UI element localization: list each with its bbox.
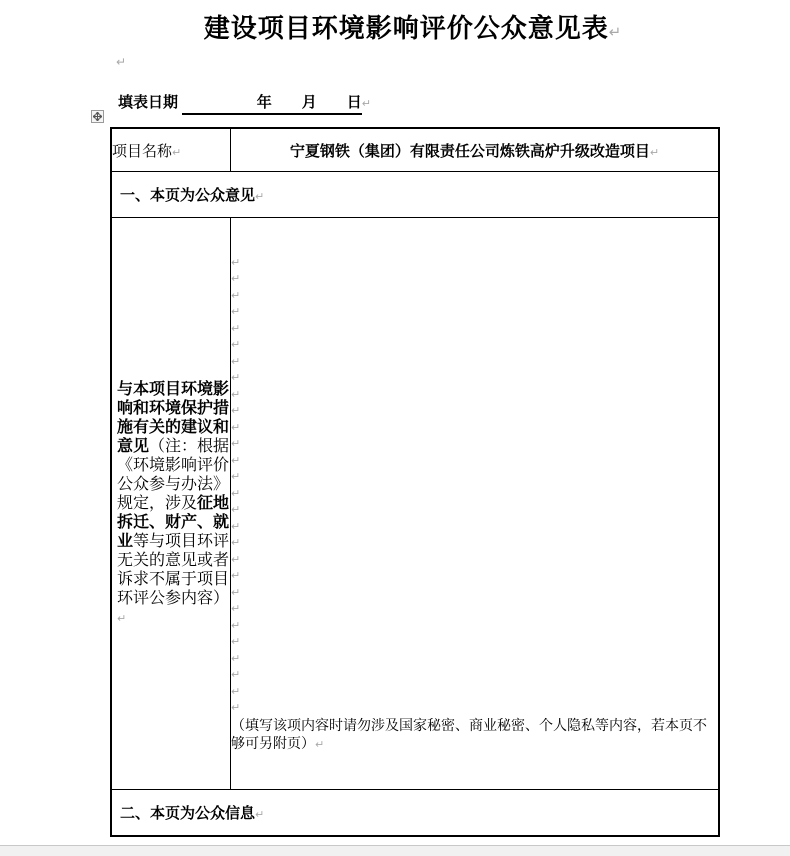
- move-cross-icon: [93, 112, 102, 121]
- paragraph-mark-icon: ↵: [116, 55, 127, 69]
- empty-line: [231, 567, 718, 584]
- empty-line: [231, 287, 718, 304]
- paragraph-mark-icon: ↵: [231, 552, 241, 566]
- empty-line: [231, 270, 718, 287]
- paragraph-mark-icon: ↵: [231, 338, 241, 351]
- opinion-label: 与本项目环境影响和环境保护措施有关的建议和意见（注：根据《环境影响评价公众参与办法》规定，涉及征地拆迁、财产、就业等与项目环评无关的意见或者诉求不属于项目环评公参内容）↵: [117, 380, 230, 625]
- paragraph-mark-icon: ↵: [255, 808, 265, 821]
- opinion-row: [111, 218, 719, 790]
- empty-line: [231, 468, 718, 485]
- section-one-heading-cell: [111, 172, 719, 218]
- paragraph-mark-icon: ↵: [231, 387, 241, 401]
- empty-line: [231, 501, 718, 518]
- paragraph-mark-icon: ↵: [231, 569, 241, 582]
- section-one-heading: 一、本页为公众意见: [120, 187, 256, 204]
- section-two-row: [111, 790, 719, 837]
- empty-line: [231, 485, 718, 502]
- empty-line: [231, 683, 718, 700]
- empty-line: [231, 402, 718, 419]
- paragraph-mark-icon: ↵: [231, 354, 241, 368]
- paragraph-mark-icon: ↵: [231, 470, 241, 483]
- table-move-handle[interactable]: [91, 110, 104, 123]
- project-name-row: [111, 128, 719, 172]
- empty-line: [231, 584, 718, 601]
- section-two-heading: 二、本页为公众信息: [120, 805, 256, 822]
- paragraph-mark-icon: ↵: [231, 701, 241, 714]
- paragraph-mark-icon: ↵: [231, 437, 241, 450]
- empty-line: [231, 551, 718, 568]
- section-two-heading-cell: [111, 790, 719, 837]
- paragraph-mark-icon: ↵: [608, 23, 622, 41]
- opinion-note-text: （填写该项内容时请勿涉及国家秘密、商业秘密、个人隐私等内容，若本页不够可另附页）: [231, 716, 707, 751]
- paragraph-mark-icon: ↵: [231, 519, 241, 533]
- paragraph-mark-icon: ↵: [231, 453, 241, 467]
- empty-line: [231, 353, 718, 370]
- paragraph-mark-icon: ↵: [172, 145, 182, 159]
- paragraph-mark-icon: ↵: [231, 503, 241, 516]
- fill-date-label: 填表日期: [118, 95, 179, 111]
- opinion-input-cell[interactable]: [231, 218, 720, 790]
- paragraph-mark-icon: ↵: [231, 321, 241, 335]
- empty-line: [231, 617, 718, 634]
- page-edge-band: [0, 845, 790, 856]
- paragraph-mark-icon: ↵: [231, 255, 241, 269]
- empty-line: [231, 369, 718, 386]
- empty-paragraph: [116, 55, 126, 69]
- empty-line: [231, 336, 718, 353]
- paragraph-mark-icon: ↵: [255, 190, 265, 203]
- empty-line: [231, 518, 718, 535]
- fill-date-line: [118, 93, 371, 115]
- empty-lines: [231, 254, 718, 716]
- empty-line: [231, 320, 718, 337]
- empty-line: [231, 699, 718, 716]
- empty-line: [231, 303, 718, 320]
- fill-date-blank-field[interactable]: 年 月 日: [182, 93, 362, 115]
- paragraph-mark-icon: ↵: [231, 635, 241, 648]
- empty-line: [231, 600, 718, 617]
- page-title: [110, 11, 715, 49]
- project-name-value-cell: [231, 128, 720, 172]
- opinion-label-cell: [111, 218, 231, 790]
- project-name-value: 宁夏钢铁（集团）有限责任公司炼铁高炉升级改造项目: [289, 142, 650, 160]
- empty-line: [231, 534, 718, 551]
- paragraph-mark-icon: ↵: [117, 611, 127, 625]
- paragraph-mark-icon: ↵: [231, 684, 241, 698]
- paragraph-mark-icon: ↵: [231, 651, 241, 665]
- empty-line: [231, 650, 718, 667]
- paragraph-mark-icon: ↵: [231, 305, 241, 318]
- paragraph-mark-icon: ↵: [231, 618, 241, 632]
- project-name-label: 项目名称: [112, 142, 173, 160]
- paragraph-mark-icon: ↵: [231, 585, 241, 599]
- section-one-row: [111, 172, 719, 218]
- paragraph-mark-icon: ↵: [231, 602, 241, 615]
- paragraph-mark-icon: ↵: [231, 486, 241, 500]
- empty-line: [231, 452, 718, 469]
- paragraph-mark-icon: ↵: [231, 272, 241, 285]
- opinion-form-table: [110, 127, 720, 837]
- empty-line: [231, 419, 718, 436]
- paragraph-mark-icon: ↵: [361, 97, 371, 110]
- empty-line: [231, 386, 718, 403]
- opinion-note: [231, 716, 710, 754]
- empty-line: [231, 254, 718, 271]
- empty-line: [231, 435, 718, 452]
- paragraph-mark-icon: ↵: [231, 288, 241, 302]
- paragraph-mark-icon: ↵: [231, 404, 241, 417]
- paragraph-mark-icon: ↵: [231, 420, 241, 434]
- paragraph-mark-icon: ↵: [649, 145, 660, 159]
- project-name-label-cell: [111, 128, 231, 172]
- empty-line: [231, 666, 718, 683]
- paragraph-mark-icon: ↵: [231, 371, 241, 384]
- paragraph-mark-icon: ↵: [231, 668, 241, 681]
- paragraph-mark-icon: ↵: [231, 536, 241, 549]
- page-title-text: 建设项目环境影响评价公众意见表: [203, 13, 609, 43]
- empty-line: [231, 633, 718, 650]
- paragraph-mark-icon: ↵: [315, 737, 325, 751]
